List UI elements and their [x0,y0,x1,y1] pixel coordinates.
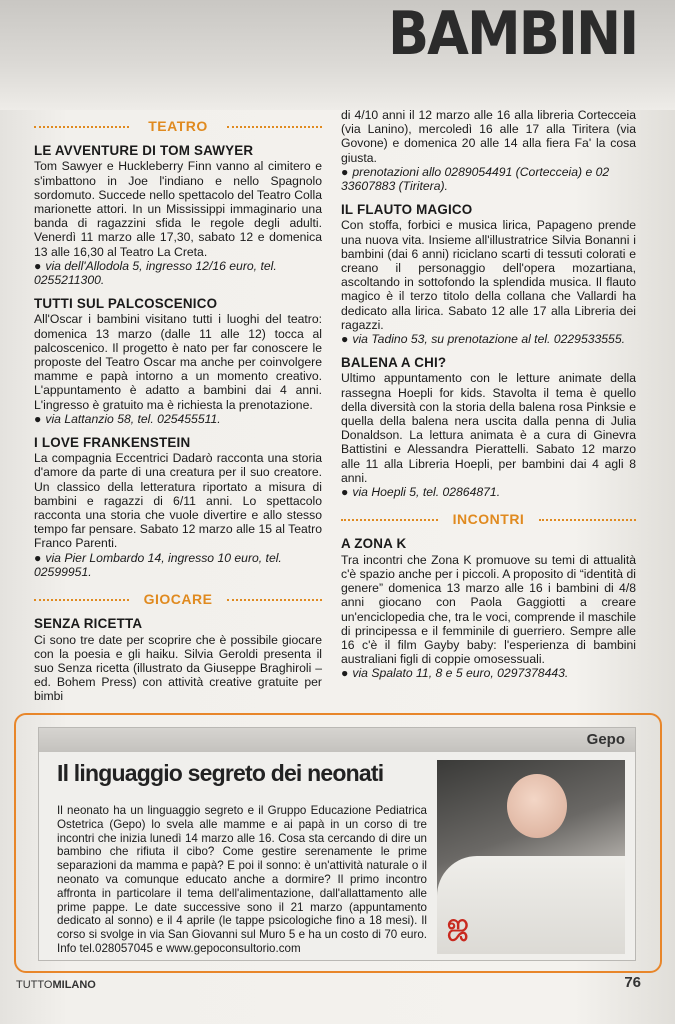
event-body: Tom Sawyer e Huckleberry Finn vanno al cimitero e s'imbattono in Joe l'indiano e nello Spagnolo sordomuto. Succede nello spettacolo del Teatro Colla marionette attori. In un Mississippi immaginario una banda di ragazzini sfida le regole degli adulti. Venerdì 11 marzo alle 17,30, sabato 12 e domenica 13 alle 16,30 al Teatro La Creta. [34,159,322,259]
event-title: SENZA RICETTA [34,616,143,632]
event-title: LE AVVENTURE DI TOM SAWYER [34,143,254,159]
bullet-icon: ● [34,411,42,426]
footer-brand: TUTTOMILANO [16,979,96,991]
event-balena [341,356,636,499]
event-body: Ci sono tre date per scoprire che è possibile giocare con la poesia e gli haiku. Silvia Geroldi presenta il suo Senza ricetta (illustrato da Giuseppe Braghiroli – ed. Bohem Press) con attività creative gratuite per bimbi [34,632,322,704]
gepo-box-inner [38,727,636,961]
event-zona-k [341,537,636,680]
bullet-icon: ● [341,332,349,347]
event-info: ● via Spalato 11, 8 e 5 euro, 0297378443. [341,666,569,681]
event-title: TUTTI SUL PALCOSCENICO [34,296,218,312]
event-body: La compagnia Eccentrici Dadarò racconta una storia d'amore da parte di una creatura per il suo creatore. Un classico della letteratura riportato a misura di bambini e ragazzi di 6/11 anni. Lo spettacolo racconta una storia che vuole divertire e allo stesso tempo far pensare. Sabato 12 marzo alle 15 al Teatro Franco Parenti. [34,451,322,551]
event-body: All'Oscar i bambini visitano tutti i luoghi del teatro: domenica 13 marzo (dalle 11 alle 12) tocca al palcoscenico. Il progetto è nato per far conoscere le proposte del Teatro Oscar ma anche per coinvolgere mamme e papà intorno a un momento creativo. L'appuntamento è adatto a bambini dai 4 anni. L'ingresso è gratuito ma è richiesta la prenotazione. [34,312,322,412]
event-info: ● via Tadino 53, su prenotazione al tel. 0229533555. [341,332,625,347]
shirt-shape [437,856,625,954]
bullet-icon: ● [34,258,42,273]
event-title: BALENA A CHI? [341,355,447,371]
event-senza-ricetta [34,617,322,703]
event-body: Ultimo appuntamento con le letture animate della rassegna Hoepli for kids. Stavolta il tema è quello della diversità con la storia della balena rosa Pinksie e quella della balena nera uscita dalla penna di Julia Donaldson. La lettura animata è a cura di Ginevra Battistini e Alessandra Pierattelli. Sabato 12 marzo alle 11 alla Libreria Hoepli, per bambini dai 4 agli 8 anni. [341,371,636,485]
gepo-box-header [39,728,635,752]
bullet-icon: ● [341,164,349,179]
event-flauto-magico [341,203,636,346]
event-body: di 4/10 anni il 12 marzo alle 16 alla libreria Cortecceia (via Lanino), mercoledì 16 alle 17 alla Tiritera (via Govone) e domenica 20 alle 14 alla fiera Fa' la cosa giusta. [341,108,636,165]
section-title: BAMBINI [388,0,638,69]
category-incontri: INCONTRI [341,509,636,529]
right-column [341,108,636,691]
event-title: A ZONA K [341,536,407,552]
bullet-icon: ● [341,485,349,500]
event-frankenstein [34,436,322,579]
baby-head-shape [507,774,567,838]
gepo-tag: Gepo [586,731,625,748]
event-info: ● via Hoepli 5, tel. 02864871. [341,485,501,500]
event-palcoscenico [34,297,322,426]
gepo-box [14,713,662,973]
event-body: Con stoffa, forbici e musica lirica, Papageno prende una nuova vita. Insieme all'illustratrice Silvia Bonanni i bambini (dai 6 anni) riciclano scarti di tessuti colorati e creano il personaggio dell'opera mozartiana, ascoltando in sottofondo la splendida musica. Il flauto magico è il terzo titolo della collana che Vallardi ha dedicato alla lirica. Sabato 12 alle 17 alla Libreria dei ragazzi. [341,218,636,332]
page-number: 76 [624,974,641,991]
left-column [34,116,322,706]
event-continuation [341,108,636,193]
category-teatro: TEATRO [34,116,322,136]
gepo-logo-icon: ஜ [447,909,469,939]
gepo-title: Il linguaggio segreto dei neonati [57,760,384,786]
bullet-icon: ● [34,550,42,565]
event-info: ● via dell'Allodola 5, ingresso 12/16 euro, tel. 0255211300. [34,258,277,288]
event-info: ● via Pier Lombardo 14, ingresso 10 euro, tel. 02599951. [34,550,282,579]
event-title: I LOVE FRANKENSTEIN [34,435,191,451]
category-giocare: GIOCARE [34,589,322,609]
event-info: ● via Lattanzio 58, tel. 025455511. [34,411,221,426]
gepo-text: Il neonato ha un linguaggio segreto e il Gruppo Educazione Pediatrica Ostetrica (Gepo) lo svela alle mamme e ai papà in un corso di tre incontri che inizia lunedì 14 marzo alle 16. Cosa sta cercando di dire un bambino che rifiuta il cibo? Come gestire serenamente le prime separazioni da mamma e papà? E poi il sonno: è un'attività naturale o il neonato va comunque educato anche a dormire? Il primo incontro affronta in particolare il tema dell'alimentazione, dall'allattamento alle prime pappe. Le date successive sono il 21 marzo (appuntamento dedicato al sonno) e il 4 aprile (le tappe psicologiche fino a 18 mesi). Il corso si svolge in via San Giovanni sul Muro 5 e ha un costo di 70 euro. Info tel.028057045 e www.gepoconsultorio.com [57,804,427,955]
event-body: Tra incontri che Zona K promuove su temi di attualità c'è spazio anche per i piccoli. A proposito di “identità di genere” domenica 13 marzo alle 16 i bambini di 4/8 anni giocano con Paola Gaggiotti a creare un'enciclopedia che, tra le voci, comprende il maschile di principessa e il femminile di guerriero. Sempre alle 16 c'è il film Gayby baby: l'esperienza di bambini australiani figli di coppie omosessuali. [341,552,636,667]
bullet-icon: ● [341,666,349,681]
event-tom-sawyer [34,144,322,287]
baby-photo-icon [437,760,625,954]
event-info: ● prenotazioni allo 0289054491 (Cortecceia) e 02 33607883 (Tiritera). [341,164,610,194]
event-title: IL FLAUTO MAGICO [341,202,473,218]
